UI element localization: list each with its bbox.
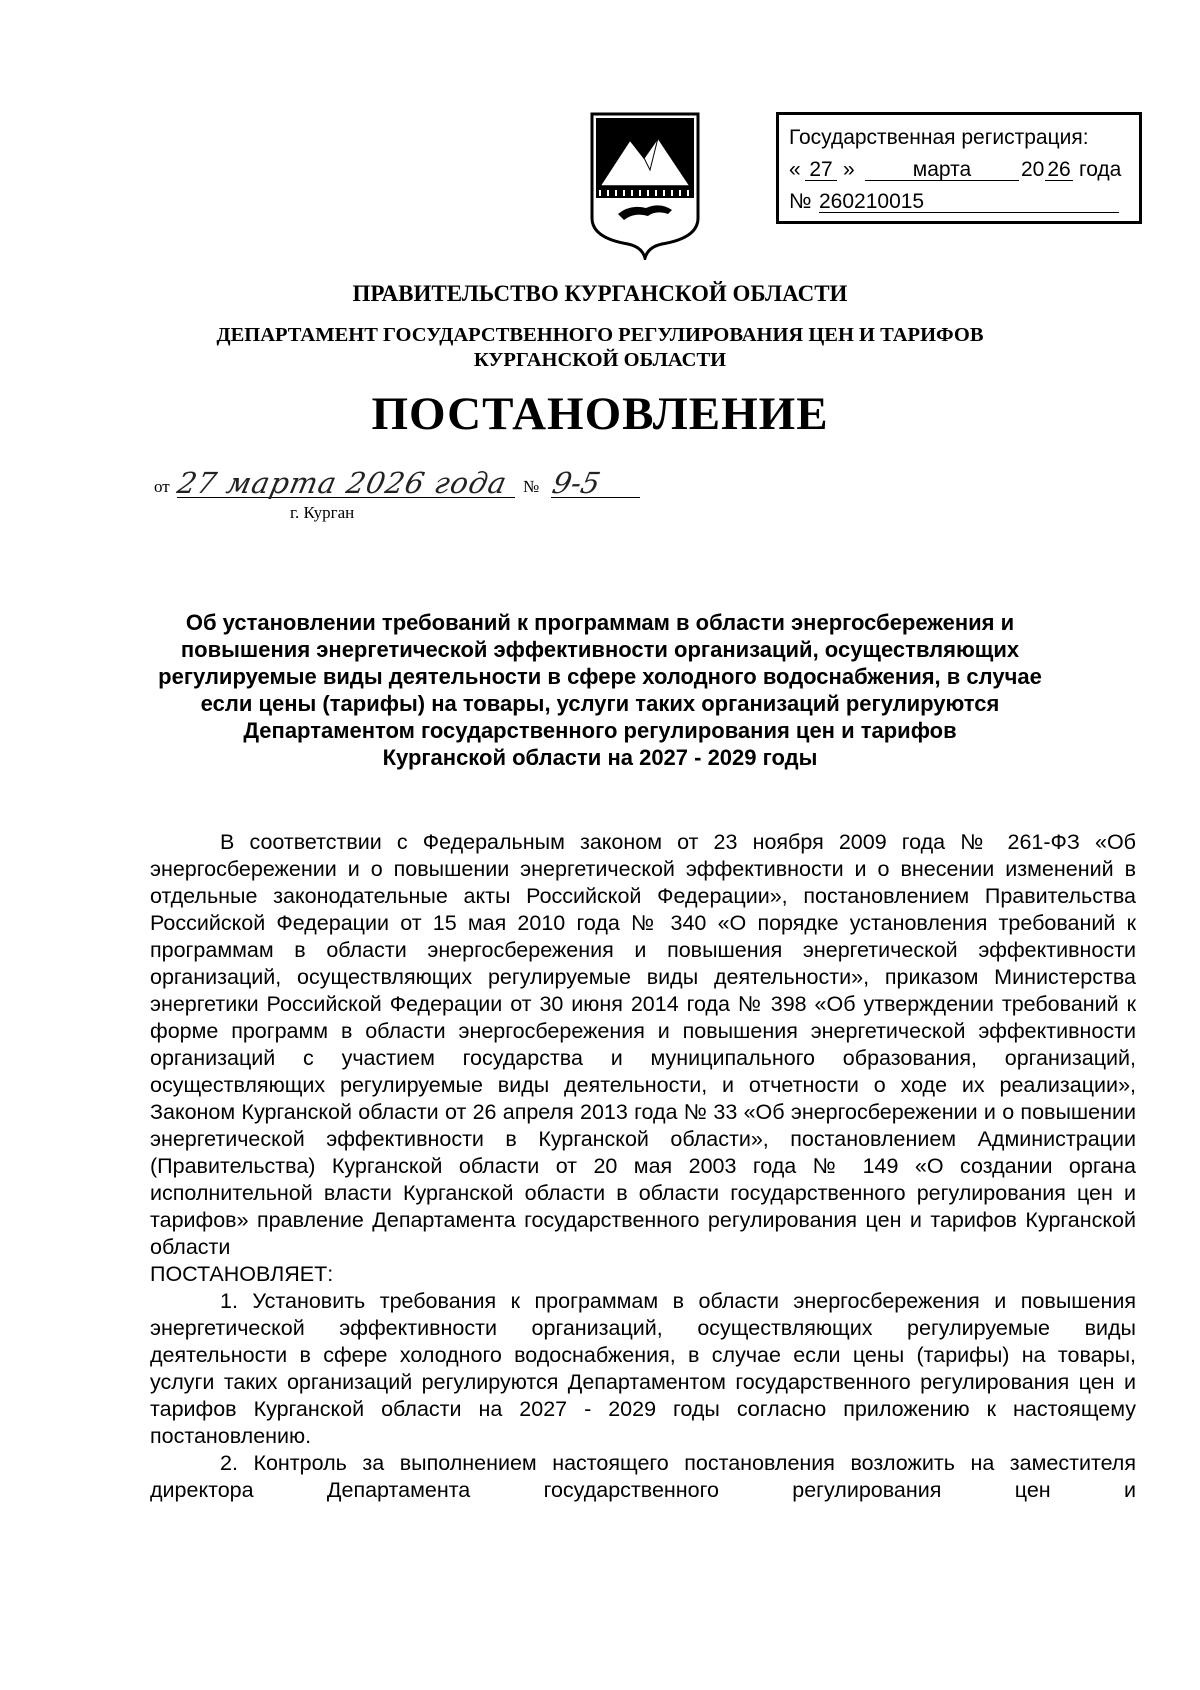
body-resolves: ПОСТАНОВЛЯЕТ: bbox=[150, 1262, 334, 1286]
decree-body bbox=[150, 829, 1136, 1504]
subject-line: если цены (тарифы) на товары, услуги таких организаций регулируются bbox=[200, 691, 1000, 716]
registration-number-label: № bbox=[789, 190, 812, 213]
registration-day-close: » bbox=[843, 158, 855, 181]
registration-year-suffix: 26 bbox=[1045, 154, 1073, 181]
decree-subject bbox=[150, 609, 1050, 771]
registration-year-word: года bbox=[1079, 158, 1122, 181]
registration-day: 27 bbox=[805, 154, 837, 181]
registration-year-prefix: 20 bbox=[1021, 158, 1045, 181]
registration-month: марта bbox=[865, 154, 1019, 181]
subject-line: регулируемые виды деятельности в сфере холодного водоснабжения, в случае bbox=[158, 664, 1042, 689]
document-type-title: ПОСТАНОВЛЕНИЕ bbox=[371, 388, 829, 440]
coat-of-arms-emblem bbox=[586, 110, 704, 260]
body-item-1: 1. Установить требования к программам в области энергосбережения и повышения энергетической эффективности организаций, осуществляющих регулируемые виды деятельности в сфере холодного водоснабжения, в случае если цены (тарифы) на товары, услуги таких организаций регулируются Департаментом государственного регулирования цен и тарифов Курганской области на 2027 - 2029 годы согласно приложению к настоящему постановлению. bbox=[150, 1289, 1136, 1448]
registration-title: Государственная регистрация: bbox=[789, 126, 1089, 149]
body-item-2: 2. Контроль за выполнением настоящего постановления возложить на заместителя директора Департамента государственного регулирования цен и bbox=[150, 1451, 1136, 1502]
subject-line: Департаментом государственного регулирования цен и тарифов bbox=[243, 718, 957, 743]
department-name-line2: КУРГАНСКОЙ ОБЛАСТИ bbox=[473, 349, 727, 371]
body-preamble: В соответствии с Федеральным законом от 23 ноября 2009 года № 261-ФЗ «Об энергосбережении и о повышении энергетической эффективности и о внесении изменений в отдельные законодательные акты Российской Федерации», постановлением Правительства Российской Федерации от 15 мая 2010 года № 340 «О порядке установления требований к программам в области энергосбережения и повышения энергетической эффективности организаций, осуществляющих регулируемые виды деятельности», приказом Министерства энергетики Российской Федерации от 30 июня 2014 года № 398 «Об утверждении требований к форме программ в области энергосбережения и повышения энергетической эффективности организаций с участием государства и муниципального образования, организаций, осуществляющих регулируемые виды деятельности, и отчетности о ходе их реализации», Законом Курганской области от 26 апреля 2013 года № 33 «Об энергосбережении и о повышении энергетической эффективности в Курганской области», постановлением Администрации (Правительства) Курганской области от 20 мая 2003 года № 149 «О создании органа исполнительной власти Курганской области в области государственного регулирования цен и тарифов» правление Департамента государственного регулирования цен и тарифов Курганской области bbox=[150, 830, 1136, 1259]
decree-number-label: № bbox=[523, 477, 540, 496]
registration-date-row bbox=[789, 154, 1129, 186]
decree-number-handwritten: 9-5 bbox=[549, 466, 604, 500]
subject-line: Об установлении требований к программам в области энергосбережения и bbox=[185, 610, 1015, 635]
registration-day-open: « bbox=[789, 158, 801, 181]
subject-line: повышения энергетической эффективности организаций, осуществляющих bbox=[180, 637, 1020, 662]
government-name: ПРАВИТЕЛЬСТВО КУРГАНСКОЙ ОБЛАСТИ bbox=[352, 281, 848, 306]
department-name-line1: ДЕПАРТАМЕНТ ГОСУДАРСТВЕННОГО РЕГУЛИРОВАНИЯ ЦЕН И ТАРИФОВ bbox=[216, 324, 984, 346]
decree-date-handwritten: 27 марта 2026 года bbox=[174, 466, 511, 500]
registration-number: 260210015 bbox=[819, 186, 1119, 213]
decree-date-label: от bbox=[154, 477, 170, 496]
registration-number-row bbox=[789, 186, 1129, 218]
registration-box bbox=[776, 112, 1142, 224]
subject-line: Курганской области на 2027 - 2029 годы bbox=[382, 745, 818, 770]
decree-city: г. Курган bbox=[290, 503, 355, 522]
